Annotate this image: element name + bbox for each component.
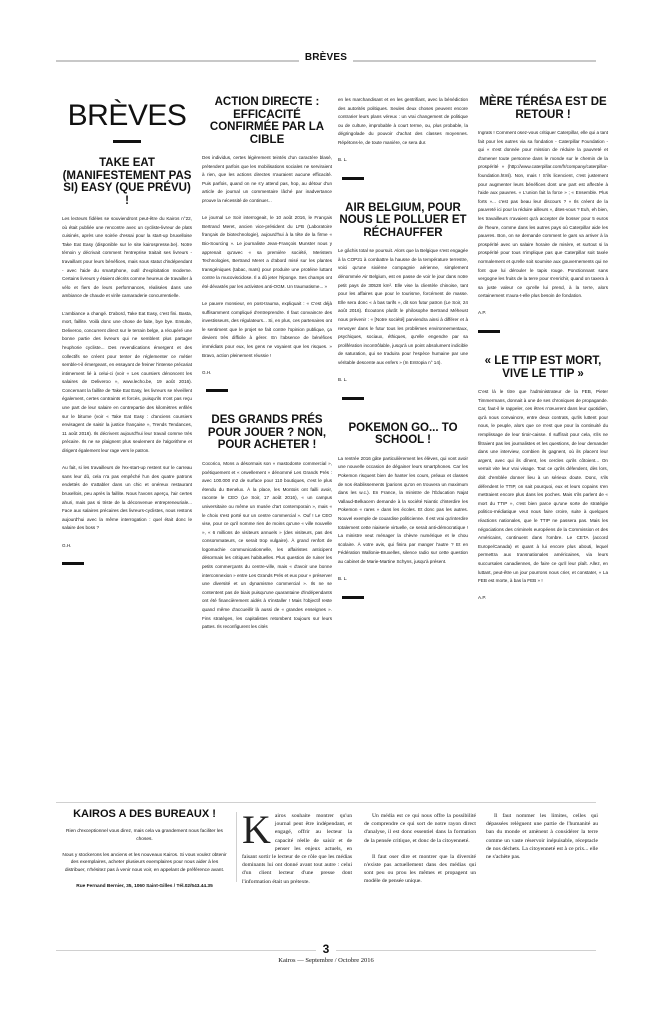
headline-bureaux: KAIROS A DES BUREAUX ! bbox=[73, 808, 216, 820]
article-paragraph: Cocorico, Mons a désormais son « mastodonte commercial », poétiquement et « orwellement » dénommé Les Grands Prés : avec 100.000 m2 de surface pour 110 boutiques, c'est le plus étendu du Benelux. À la place, les Montois ont failli avoir, raconte le CEO (Le Soir, 17 août 2016), « un campus universitaire ou même un musée d'art contemporain », mais « le choix s'est porté sur un centre commercial ». Ouf ! Le CEO vise, pour ce qu'il nomme rien de moins qu'une « ville nouvelle », « 6 millions de visiteurs annuels » (des visiteurs, pas des consommateurs, ce serait trop vulgaire). À grand renfort de logomachie communicationnelle, les affairistes anticipent désormais les critiques habituelles. Plus question de ruiner les petits commerçants du centre-ville, mais « d'avoir une bonne interconnexion » entre Les Grands Prés et eux pour « préserver une diversité et un dynamisme commercial ». Ils ne se contentent pas de biais puisqu'une quarantaine d'indépendants ont été financièrement aidés à s'installer ! Mais l'objectif reste quand même d'accueillir là aussi de « grandes enseignes ». Fins stratèges, les capitalistes retombent toujours sur leurs pattes. Ils reconfigurent les cités bbox=[202, 460, 332, 630]
headline-pokemon: POKEMON GO... TO SCHOOL ! bbox=[348, 421, 458, 447]
headline-action-directe: ACTION DIRECTE : EFFICACITÉ CONFIRMÉE PAR LA CIBLE bbox=[209, 96, 325, 146]
headline-grands-pres: DES GRANDS PRÉS POUR JOUER ? NON, POUR ACHETER ! bbox=[207, 414, 327, 452]
section-label-text: BRÈVES bbox=[299, 52, 353, 63]
article-end-bar bbox=[206, 389, 228, 392]
column-1 bbox=[62, 96, 192, 587]
headline-take-eat: TAKE EAT (MANIFESTEMENT PAS SI) EASY (QUE PRÉVU) ! bbox=[62, 157, 192, 207]
column-2 bbox=[202, 96, 332, 640]
signature: B. L. bbox=[338, 377, 348, 383]
office-text: Rien d'exceptionnel vous direz, mais cela va grandement nous faciliter les choses. bbox=[66, 829, 223, 842]
office-box bbox=[62, 808, 227, 899]
manifesto-column-1 bbox=[242, 807, 352, 886]
section-label bbox=[0, 52, 652, 63]
manifesto-column-3 bbox=[486, 812, 598, 869]
article-paragraph: Le journal Le Soir interrogeait, le 10 août 2016, le Français Bertrand Meret, ancien vice-président du LFB (Laboratoire français de biotechnologie), aujourd'hui à la tête de la firme « Bio-Sourcing ». Le journaliste Jean-François Munster nous y apprenait qu'avec « sa première société, Meristem Technologies, Bertrand Meret a d'abord misé sur les plantes transgéniques (tabac, maïs) pour produire une protéine luttant contre la mucoviscidose. Il a dû jeter l'éponge. Ses champs ont été dévastés par les activistes anti-OGM. Un traumatisme... » bbox=[202, 215, 332, 289]
headline-air-belgium: AIR BELGIUM, POUR NOUS LE POLLUER ET RÉCHAUFFER bbox=[339, 201, 467, 239]
article-paragraph: Les lecteurs fidèles se souviendront peut-être du Kairos n°22, où était publiée une rencontre avec un cycliste-livreur de plats cuisinés, après une soirée d'essai pour la start-up bruxelloise Take Eat Easy (disponible sur le site kairospresse.be). Notre témoin y décrivait comment l'entreprise traitait ses livreurs - travaillant pour leurs bénéfices, mais sous statut d'indépendant - avec l'aide du smartphone, outil d'exploitation moderne. Certains livreurs y étaient décrits comme heureux de travailler à vélo et fiers de leurs performances, réalisées dans une ambiance de chaude et virile camaraderie concurrentielle. bbox=[62, 216, 192, 299]
manifesto-paragraph: Il faut oser dire et montrer que la diversité n'existe pas actuellement dans des médias qui sont peu ou prou les mêmes et propagent un modèle de pensée unique. bbox=[364, 853, 476, 885]
article-paragraph: Le pauvre monsieur, en post-trauma, expliquait : « C'est déjà suffisamment compliqué d'entreprendre. Il faut convaincre des investisseurs, des régulateurs... Si, en plus, ces partenaires ont le sentiment que le projet se fait contre l'opinion publique, ça devient très difficile à gérer. En l'absence de bénéfices immédiats pour eux, les gens ne voyaient que les risques. » Bravo, action pleinement réussie ! bbox=[202, 301, 332, 358]
signature: G.H. bbox=[62, 542, 72, 548]
drop-cap: K bbox=[242, 807, 271, 852]
article-end-bar bbox=[342, 397, 364, 400]
title-divider bbox=[113, 140, 141, 143]
vertical-divider bbox=[236, 812, 237, 882]
manifesto-paragraph: Un média est ce qui nous offre la possibilité de comprendre ce qui sort de notre rayon direct d'analyse, il est donc essentiel dans la formation de la pensée critique, et donc de la citoyenneté. bbox=[364, 813, 476, 844]
article-paragraph: Ingrats ! Comment osez-vous critiquer Caterpillar, elle qui a tant fait pour les autres via sa fondation - Caterpillar Foundation - qui « s'est donnée pour mission de réduire la pauvreté et d'amener toute personne dans le monde sur le chemin de la prospérité » (http://www.caterpillar.com/fr/company/caterpillar-foundation.html). Non, mais ! S'ils licencient, c'est justement pour augmenter leurs bénéfices dont une part est affectée à l'aide aux pauvres. « L'union fait la force » ; « Ensemble. Plus forts »... c'est pas beau leur discours ? « Ils créent de la pauvreté ici pour la réduire ailleurs », dites-vous ? Euh, eh bien, les travailleurs n'avaient qu'à accepter de bosser pour 5 euros de l'heure, comme dans les autres pays où Caterpillar aide les pauvres. Bon, on se demande comment le gars va arriver à la prospérité avec un salaire horaire de misère, et surtout si la prospérité pour tous n'implique pas que Caterpillar soit taxée normalement et qu'elle soit soumise aux gouvernements qui ne font que lui dérouler le tapis rouge. Ponctionnant sans vergogne les fruits de la terre pour s'enrichir, quand on taxera à sa juste valeur ce qu'elle lui prend, à la terre, alors certainement n'aura-t-elle plus besoin de fondation. bbox=[478, 130, 608, 299]
article-paragraph: Le gâchis total se poursuit. Alors que la Belgique s'est engagée à la COP21 à combattre la hausse de la température terrestre, voici qu'une sixième compagnie aérienne, simplement dénommée Air Belgium, est en passe de voir le jour dans notre petit pays de 30528 km². Elle vise la clientèle chinoise, tant pour les affaires que pour le tourisme, forcément de masse. Elle sera donc « à bas tarifs », dit son futur patron (Le Soir, 24 août 2016). Écoutons plutôt le philosophe Bertrand Méheust nous prévenir : « [Notre société] parviendra ainsi à différer et à renvoyer dans le futur tous les problèmes environnementaux, psychiques, sociaux, éthiques, qu'elle engendre par sa prolifération incontrôlable, jusqu'à un point absolument indicible de saturation, qui se traduira pour l'espèce humaine par une véritable descente aux enfers » (In Entropia n° 14). bbox=[338, 248, 468, 365]
column-3 bbox=[338, 96, 468, 621]
office-address: Rue Fernand Bernier, 35, 1060 Saint-Gilles / Tél.02/543.44.35 bbox=[76, 883, 213, 889]
column-4 bbox=[478, 96, 608, 615]
office-text: Nous y stockerons les anciens et les nouveaux Kairos. Si vous voulez obtenir des exemplaires, acheter plusieurs exemplaires pour nous aider à les distribuer, n'hésitez pas à venir nous voir, en appelant de préférence avant. bbox=[62, 852, 227, 874]
article-paragraph: L'ambiance a changé. D'abord, Take Eat Easy, c'est fini. Basta, mort, faillite. Voilà donc une chose de faite, bye bye. Ensuite, Deliveroo, concurrent direct sur le terrain belge, a récupéré une bonne partie des livreurs qui ne semblent plus partager l'euphorie cycliste... Des revendications émergent et des collectifs se créent pour tenter de réglementer ce métier semble-t-il émergeant, en essayant de freiner l'intense précariat intimement lié à celui-ci (voir « Les coursiers dénoncent les salaires de Deliveroo », www.lecho.be, 19 août 2016). Concernant la faillite de Take Eat Easy, les livreurs se réveillent également, certes contraints et forcés, puisqu'ils n'ont pas reçu une part de leur salaire en contrepartie des kilomètres enfilés sur le bitume (voir « Take Eat Easy : d'anciens coursiers envisagent de saisir la justice française », Trends Tendances, 11 août 2016). Ils décrivent aujourd'hui leur travail comme très précaire. Ils ne se plaignent plus seulement de l'algorithme et dirigent également leur rage vers le patron. bbox=[62, 310, 192, 454]
bottom-section-rule bbox=[56, 802, 596, 803]
article-end-bar bbox=[478, 330, 500, 333]
page-number: 3 bbox=[322, 942, 330, 956]
page-title: BRÈVES bbox=[67, 99, 187, 132]
signature: B. L. bbox=[338, 576, 348, 582]
signature: A.P. bbox=[478, 595, 487, 601]
headline-mere-teresa: MÈRE TÉRÉSA EST DE RETOUR ! bbox=[479, 96, 607, 121]
signature: A.P. bbox=[478, 310, 487, 316]
manifesto-column-2 bbox=[364, 812, 476, 894]
manifesto-paragraph: airos souhaite montrer qu'un journal peut être indépendant, et engagé, offrir au lecteur la capacité réelle de saisir et de penser les enjeux actuels, en faisant sortir le lecteur de ce rôle que les médias dominants lui ont donné avant tout autre : celui d'un client lecteur d'une presse dont l'information était un prétexte. bbox=[242, 813, 352, 885]
publication-footer: Kairos — Septembre / Octobre 2016 bbox=[278, 957, 374, 964]
article-paragraph: Des individus, certes légèrement teintés d'un caractère blasé, prétendent parfois que les mobilisations sociales ne serviraient à rien, que les actions directes n'auraient aucune efficacité. Puis parfois, quand on ne s'y attend pas, hop, au détour d'un article de journal un commentaire lâché par inadvertance prouve la nécessité de continuer... bbox=[202, 155, 332, 203]
manifesto-paragraph: Il faut nommer les limites, celles qui dépassées relèguent une partie de l'humanité au ban du monde et amènent à considérer la terre comme un vaste réservoir inépuisable, réceptacle de nos déchets. La citoyenneté est à ce prix... elle ne s'achète pas. bbox=[486, 813, 598, 861]
article-continuation: en les marchandisant et en les gentrifiant, avec la bénédiction des autorités politiques. Seules deux choses peuvent encore contrarier leurs plans véreux : un vrai changement de politique ou de culture, improbable à court terme, ou, plus probable, la dégringolade du pouvoir d'achat des classes moyennes. Répétons-le, de toute manière, ce sera dur. bbox=[338, 97, 468, 145]
article-end-bar bbox=[342, 177, 364, 180]
article-end-bar bbox=[62, 562, 84, 565]
headline-ttip: « LE TTIP EST MORT, VIVE LE TTIP » bbox=[484, 355, 602, 380]
article-paragraph: C'est là le titre que l'administrateur de la FEB, Pieter Timmermans, donnait à une de ses chroniques de propagande. Car, faut-il le rappeler, ces êtres n'œuvrent dans leur quotidien, qu'à nous convaincre, entre deux contrats, qu'ils luttent pour nous, le peuple, alors que ce n'est que pour la continuité du remplissage de leur tiroir-caisse. Il suffirait pour cela, s'ils ne filtraient pas les journalistes et les questions, de leur demander dans une interview, combien ils gagnent, où ils placent leur argent, avec qui ils dînent, les cercles qu'ils côtoient... On verrait vite leur vrai visage. Tout ce qu'ils défendent, dès lors, doit d'emblée donner lieu à un sérieux doute. Donc, s'ils défendent le TTIP, on sait pourquoi, eux et leurs copains s'en mettraient encore plus dans les poches. Mais s'ils parlent de « mort du TTIP », c'est bien parce qu'une sorte de stratégie politico-médiatique veut nous faire croire, suite à quelques réactions nationales, que le TTIP ne passera pas. Mais les négociations des criminels européens de la Commission et des Américains, continuent dans l'ombre. Le CETA (accord Europe/Canada) et quant à lui encore plus abouti, lequel permettra aux transnationales américaines, via leurs succursales canadiennes, de faire ce qu'il leur plaît. Allez, en luttant, peut-être un jour pourrons nous crier, et constater, « La FEB est morte, à bas la FEB » ! bbox=[478, 389, 608, 584]
article-end-bar bbox=[342, 596, 364, 599]
signature: G.H. bbox=[202, 369, 212, 375]
article-paragraph: Au fait, si les travailleurs de l'ex-start-up restent sur le carreau sans leur dû, cela n'a pas empêché l'un des quatre patrons endettés de s'attabler dans un chic et onéreux restaurant bruxellois, peu après la faillite. Nous l'avons aperçu, l'air certes ahuri, mais pas si triste de la déconvenue entrepreneuriale... Face aux salaires précaires des livreurs-cyclistes, nous restons aujourd'hui avec la même interrogation : quel était donc le salaire des boss ? bbox=[62, 465, 192, 531]
signature: B. L. bbox=[338, 157, 348, 163]
article-paragraph: La rentrée 2016 gâte particulièrement les élèves, qui vont avoir une nouvelle occasion de dégainer leurs smartphones. Car les Pokemon risquent bien de hanter les cours, préaux et classes de nos établissements (parions qu'on en trouvera un maximum dans les w.c.). En France, la ministre de l'Éducation Najat Vallaud-Belkacem demande à la société Niantic d'interdire les Pokemon « rares » dans les écoles. Et donc pas les autres. Nouvel exemple de couardise politicienne. Il est vrai qu'interdire totalement cette niaiserie virtuelle, ce serait anti-démocratique ! La ministre veut ménager la chèvre numérique et le chou scolaire. À votre avis, qui finira par manger l'autre ? Et en Fédération Wallonie-Bruxelles, silence radio sur cette question au cabinet de Marie-Martine Schyns, jusqu'à présent. bbox=[338, 455, 468, 564]
